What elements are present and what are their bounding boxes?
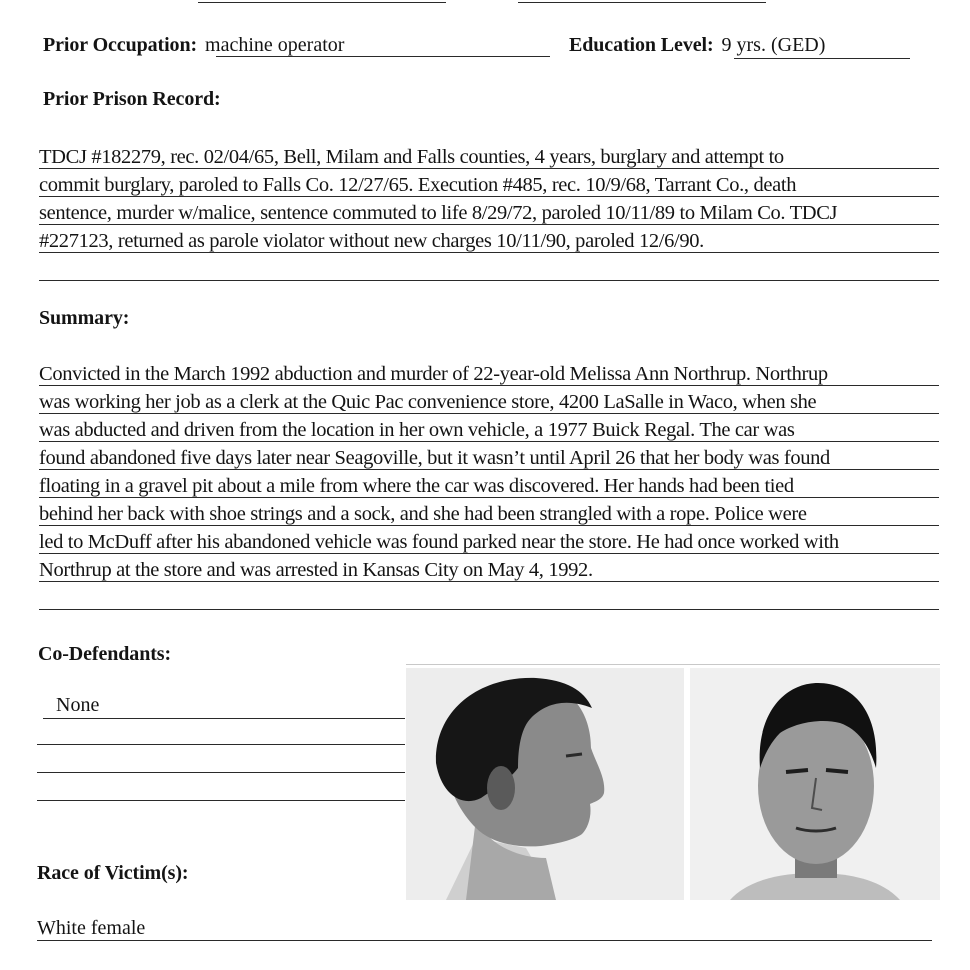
top-cropped-rule-left: [198, 2, 446, 3]
summary-blank-line: [39, 586, 939, 610]
summary-line: floating in a gravel pit about a mile from where the car was discovered. Her hands had been tied: [39, 474, 939, 498]
prior-prison-record-line: sentence, murder w/malice, sentence commuted to life 8/29/72, paroled 10/11/89 to Milam Co. TDCJ: [39, 201, 939, 225]
profile-mugshot-illustration: [406, 668, 684, 900]
co-defendants-value: None: [56, 694, 100, 716]
profile-mugshot-photo: [406, 668, 684, 900]
co-defendants-label: Co-Defendants:: [38, 643, 172, 665]
co-defendants-line-1: [43, 718, 405, 719]
education-level-label: Education Level:: [569, 34, 714, 56]
prior-occupation-label: Prior Occupation:: [43, 34, 198, 56]
education-level-value: 9 yrs. (GED): [721, 34, 826, 56]
prior-occupation-value: machine operator: [205, 34, 345, 56]
prior-prison-record-line: commit burglary, paroled to Falls Co. 12/27/65. Execution #485, rec. 10/9/68, Tarrant Co., death: [39, 173, 939, 197]
summary-line: behind her back with shoe strings and a sock, and she had been strangled with a rope. Police were: [39, 502, 939, 526]
prior-prison-record-label: Prior Prison Record:: [43, 88, 221, 110]
race-of-victim-underline: [37, 940, 932, 941]
education-level-underline: [734, 58, 910, 59]
summary-line: found abandoned five days later near Seagoville, but it wasn’t until April 26 that her body was found: [39, 446, 939, 470]
frontal-mugshot-photo: [690, 668, 940, 900]
summary-line: led to McDuff after his abandoned vehicle was found parked near the store. He had once worked with: [39, 530, 939, 554]
summary-text: [39, 362, 939, 614]
prior-prison-record-text: [39, 145, 939, 285]
co-defendants-line-3: [37, 772, 405, 773]
prior-occupation-underline: [216, 56, 550, 57]
co-defendants-line-4: [37, 800, 405, 801]
summary-line: Northrup at the store and was arrested in Kansas City on May 4, 1992.: [39, 558, 939, 582]
prior-prison-record-blank-line: [39, 257, 939, 281]
prior-occupation-field: [43, 34, 553, 62]
summary-line: was working her job as a clerk at the Quic Pac convenience store, 4200 LaSalle in Waco, when she: [39, 390, 939, 414]
prior-prison-record-line: TDCJ #182279, rec. 02/04/65, Bell, Milam and Falls counties, 4 years, burglary and attempt to: [39, 145, 939, 169]
summary-label: Summary:: [39, 307, 130, 329]
prior-prison-record-line: #227123, returned as parole violator without new charges 10/11/90, paroled 12/6/90.: [39, 229, 939, 253]
race-of-victim-label: Race of Victim(s):: [37, 862, 189, 884]
frontal-mugshot-illustration: [690, 668, 940, 900]
top-cropped-rule-right: [518, 2, 766, 3]
photo-panel-top-edge: [406, 664, 940, 665]
co-defendants-line-2: [37, 744, 405, 745]
summary-line: Convicted in the March 1992 abduction and murder of 22-year-old Melissa Ann Northrup. Northrup: [39, 362, 939, 386]
summary-line: was abducted and driven from the location in her own vehicle, a 1977 Buick Regal. The car was: [39, 418, 939, 442]
race-of-victim-value: White female: [37, 917, 146, 939]
